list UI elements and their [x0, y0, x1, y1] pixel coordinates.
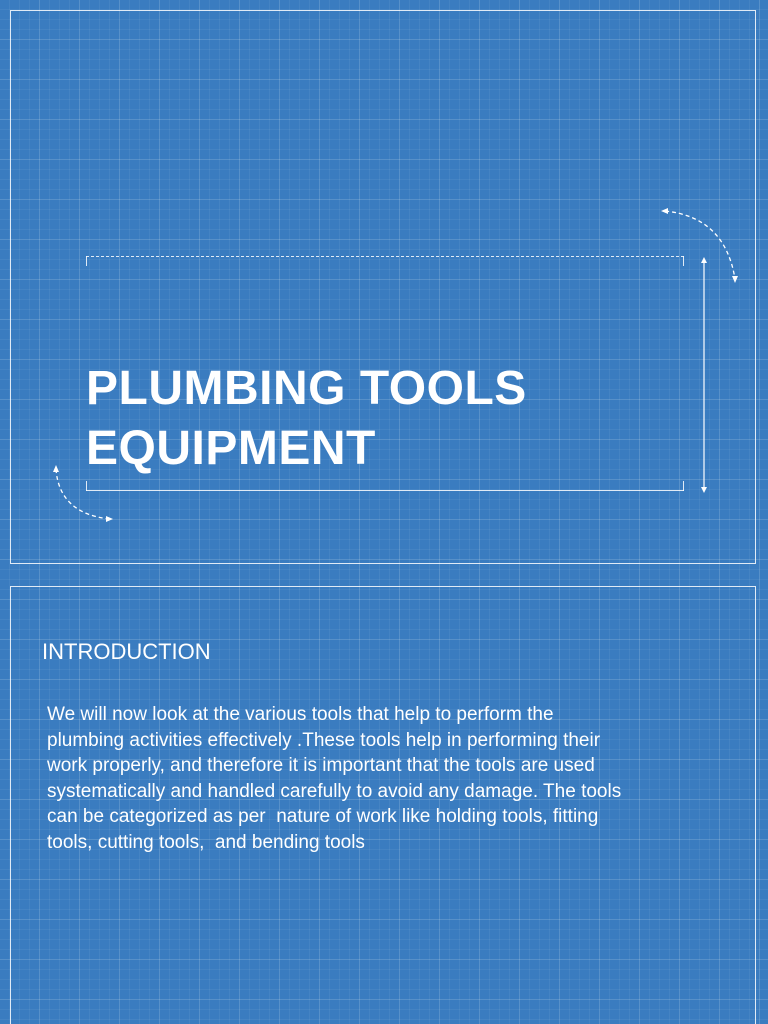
title-line-2: EQUIPMENT	[86, 422, 376, 475]
title-frame-tick-bottom-right	[683, 481, 684, 491]
introduction-heading: INTRODUCTION	[42, 639, 211, 664]
title-frame-top-dashed-line	[86, 256, 684, 257]
page-title	[86, 359, 527, 479]
title-frame-tick-top-left	[86, 256, 87, 266]
title-frame-bottom-line	[86, 490, 684, 491]
curved-arrow-top-right-icon	[659, 203, 741, 285]
introduction-body: We will now look at the various tools that help to perform the plumbing activities effectively .These tools help in performing their work properly, and therefore it is important that the tools are used systematically and handled carefully to avoid any damage. The tools can be categorized as per nature of work like holding tools, fitting tools, cutting tools, and bending tools	[47, 704, 622, 853]
vertical-arrow-icon	[697, 257, 711, 493]
title-slide	[10, 10, 756, 564]
title-line-1: PLUMBING TOOLS	[86, 362, 527, 415]
introduction-slide	[10, 586, 756, 1024]
